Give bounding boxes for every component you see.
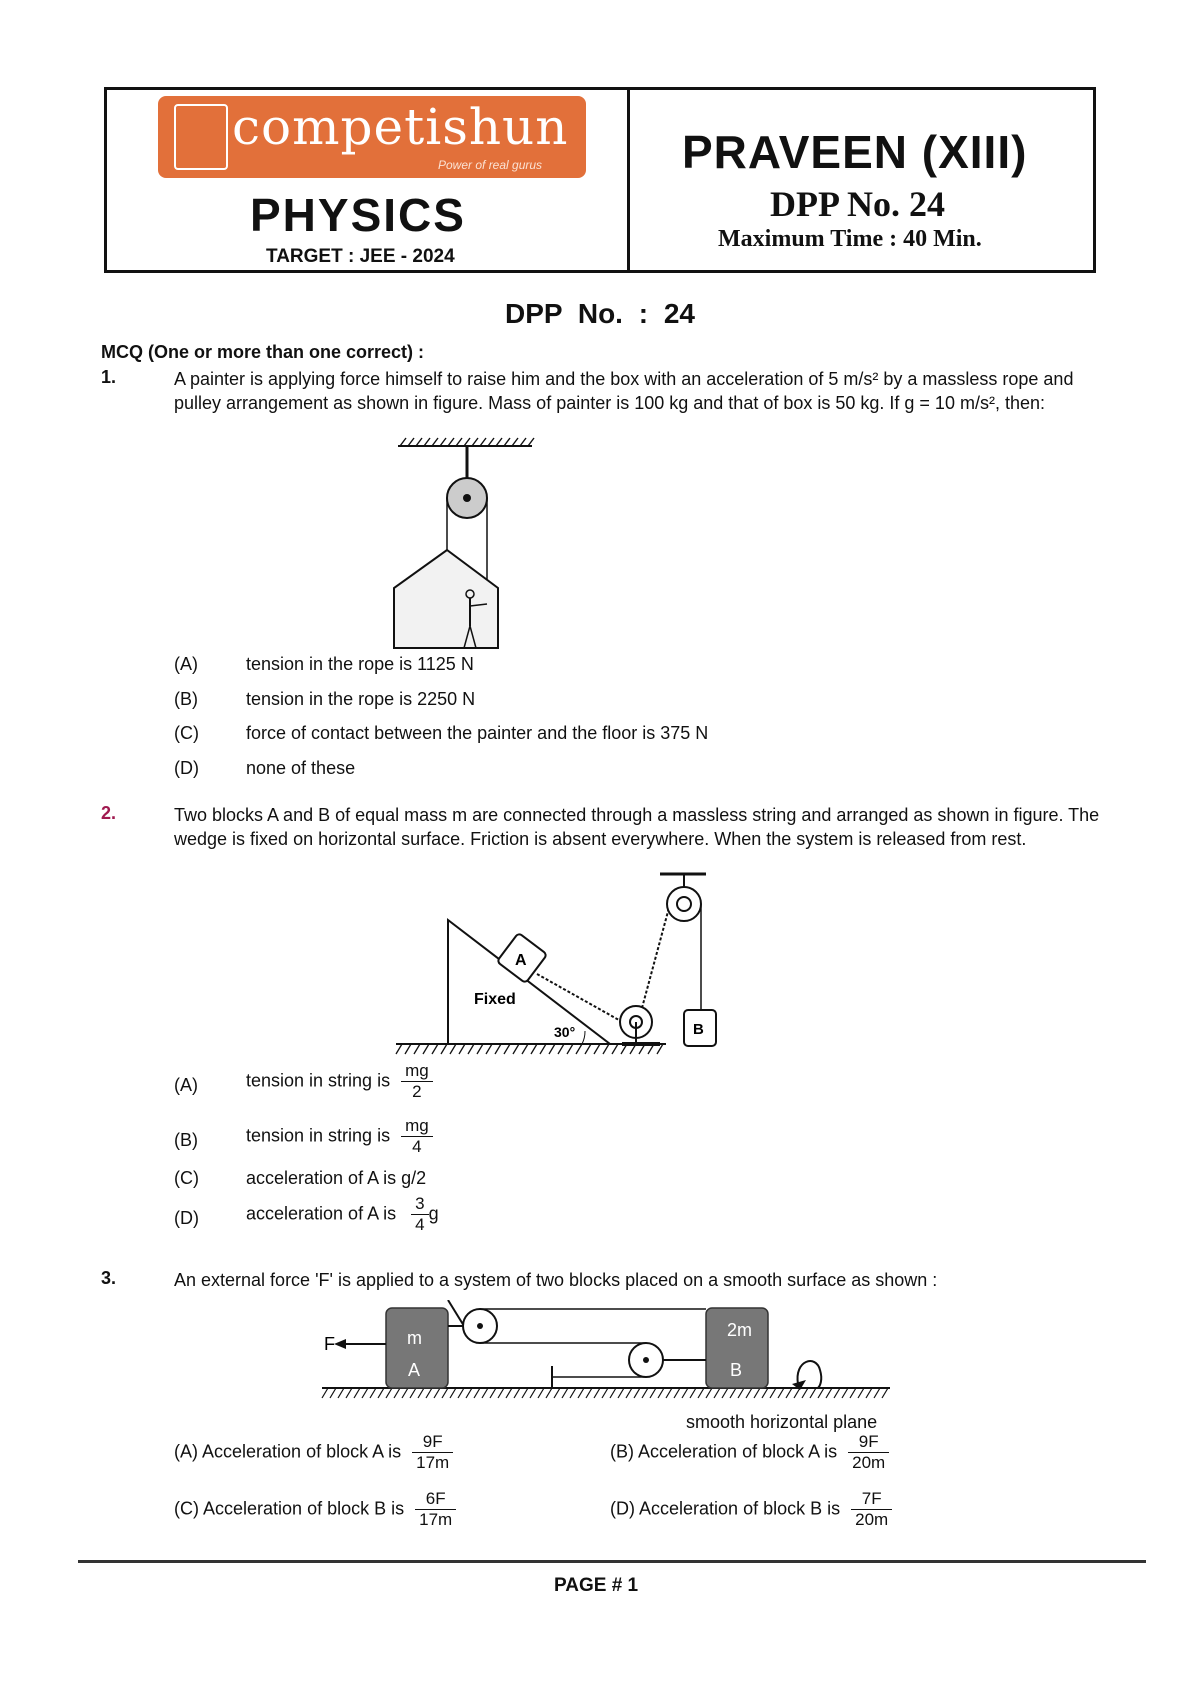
- ground-hatch: [858, 1388, 864, 1398]
- logo-tagline: Power of real gurus: [438, 158, 543, 172]
- q3-option-b-fraction: [848, 1432, 889, 1473]
- ground-hatch: [730, 1388, 736, 1398]
- ground-hatch: [810, 1388, 816, 1398]
- frac-num: 9F: [412, 1432, 453, 1453]
- frac-num: mg: [401, 1061, 433, 1082]
- ground-hatch: [498, 1388, 504, 1398]
- archer-icon: [174, 104, 228, 170]
- ground-hatch: [426, 1388, 432, 1398]
- q1-option-b-label: (B): [174, 689, 198, 709]
- mass-a: m: [407, 1328, 422, 1348]
- ground-hatch: [850, 1388, 856, 1398]
- frac-num: 7F: [851, 1489, 892, 1510]
- ground-hatch: [354, 1388, 360, 1398]
- ground-hatch: [802, 1388, 808, 1398]
- ground-hatch: [442, 1388, 448, 1398]
- ground-hatch: [834, 1388, 840, 1398]
- section-heading: MCQ (One or more than one correct) :: [101, 342, 425, 362]
- ground-hatch: [482, 1388, 488, 1398]
- ground-hatch: [506, 1388, 512, 1398]
- ground-hatch: [322, 1388, 328, 1398]
- q1-option-b[interactable]: tension in the rope is 2250 N: [246, 689, 476, 709]
- ground-hatch: [826, 1388, 832, 1398]
- q2-text: Two blocks A and B of equal mass m are connected through a massless string and arranged as shown in figure. The wedge is fixed on horizontal surface. Friction is absent everywhere. When the system is released from rest.: [174, 805, 1100, 849]
- ground-hatch: [576, 1044, 582, 1054]
- frac-num: 3: [411, 1194, 428, 1215]
- ground-hatch: [612, 1044, 618, 1054]
- q2-option-a-text: tension in string is: [246, 1070, 391, 1091]
- q2-option-c-label: (C): [174, 1168, 199, 1188]
- q3-option-c[interactable]: [174, 1489, 456, 1530]
- q3-option-c-text: Acceleration of block B is: [203, 1498, 405, 1519]
- q2-option-a[interactable]: [246, 1061, 433, 1102]
- ground-hatch: [414, 1044, 420, 1054]
- page-number: PAGE # 1: [554, 1575, 639, 1596]
- block-b-label: B: [693, 1021, 704, 1038]
- ground-hatch: [338, 1388, 344, 1398]
- logo-text: competishun: [232, 98, 569, 156]
- target-label: TARGET : JEE - 2024: [266, 246, 455, 267]
- ground-hatch: [434, 1388, 440, 1398]
- q3-option-a-fraction: [412, 1432, 453, 1473]
- q3-option-d[interactable]: [610, 1489, 892, 1530]
- frac-num: 9F: [848, 1432, 889, 1453]
- frac-den: 20m: [855, 1510, 889, 1529]
- ground-hatch: [477, 1044, 483, 1054]
- ground-hatch: [531, 1044, 537, 1054]
- ground-hatch: [490, 1388, 496, 1398]
- ground-hatch: [514, 1388, 520, 1398]
- ground-hatch: [882, 1388, 888, 1398]
- q3-option-b-text: Acceleration of block A is: [638, 1441, 838, 1462]
- ground-hatch: [567, 1044, 573, 1054]
- ground-hatch: [474, 1388, 480, 1398]
- ground-hatch: [450, 1388, 456, 1398]
- ground-hatch: [786, 1388, 792, 1398]
- ground-hatch: [362, 1388, 368, 1398]
- frac-den: 2: [412, 1082, 422, 1101]
- ground-hatch: [698, 1388, 704, 1398]
- ground-hatch: [486, 1044, 492, 1054]
- ground-hatch: [706, 1388, 712, 1398]
- ground-hatch: [554, 1388, 560, 1398]
- ground-hatch: [570, 1388, 576, 1398]
- ground-hatch: [495, 1044, 501, 1054]
- ground-hatch: [746, 1388, 752, 1398]
- ground-hatch: [458, 1388, 464, 1398]
- ground-hatch: [626, 1388, 632, 1398]
- ground-hatch: [522, 1044, 528, 1054]
- ground-hatch: [450, 1044, 456, 1054]
- q2-figure: [394, 868, 718, 1058]
- ground-hatch: [459, 1044, 465, 1054]
- ground-hatch: [394, 1388, 400, 1398]
- q3-option-d-text: Acceleration of block B is: [639, 1498, 841, 1519]
- q2-option-b[interactable]: [246, 1116, 433, 1157]
- q2-option-c[interactable]: acceleration of A is g/2: [246, 1168, 427, 1188]
- q3-text: An external force 'F' is applied to a system of two blocks placed on a smooth surface as shown :: [174, 1270, 938, 1290]
- ground-hatch: [466, 1388, 472, 1398]
- ground-hatch: [330, 1388, 336, 1398]
- q1-option-c[interactable]: force of contact between the painter and the floor is 375 N: [246, 723, 709, 743]
- subject-title: PHYSICS: [250, 189, 466, 241]
- q2-option-d-text: acceleration of A is: [246, 1203, 397, 1224]
- ground-hatch: [602, 1388, 608, 1398]
- ground-hatch: [468, 1044, 474, 1054]
- ground-hatch: [586, 1388, 592, 1398]
- q1-text: A painter is applying force himself to raise him and the box with an acceleration of 5 m/s² by a massless rope and pulley arrangement as shown in figure. Mass of painter is 100 kg and that of box is 50 kg. If g = 10 m/s², then:: [174, 369, 1074, 413]
- ground-hatch: [754, 1388, 760, 1398]
- ground-hatch: [762, 1388, 768, 1398]
- q3-number: 3.: [101, 1268, 117, 1288]
- ground-hatch: [690, 1388, 696, 1398]
- ground-hatch: [674, 1388, 680, 1398]
- angle-label: 30°: [554, 1024, 576, 1040]
- ground-hatch: [610, 1388, 616, 1398]
- ground-hatch: [682, 1388, 688, 1398]
- ground-hatch: [522, 1388, 528, 1398]
- q1-figure: [390, 436, 540, 652]
- q3-option-b-label: (B): [610, 1441, 634, 1462]
- ground-hatch: [642, 1388, 648, 1398]
- plane-label: smooth horizontal plane: [686, 1412, 878, 1432]
- dpp-number: DPP No. 24: [770, 184, 945, 224]
- ground-hatch: [423, 1044, 429, 1054]
- label-b: B: [730, 1360, 743, 1380]
- frac-den: 20m: [852, 1453, 886, 1472]
- ground-hatch: [402, 1388, 408, 1398]
- ground-hatch: [540, 1044, 546, 1054]
- q3-option-a-label: (A): [174, 1441, 198, 1462]
- frac-den: 4: [412, 1137, 422, 1156]
- page-title: DPP No. : 24: [505, 298, 695, 329]
- ground-hatch: [778, 1388, 784, 1398]
- ground-hatch: [594, 1044, 600, 1054]
- q2-option-b-text: tension in string is: [246, 1125, 391, 1146]
- ground-hatch: [549, 1044, 555, 1054]
- ground-hatch: [842, 1388, 848, 1398]
- header-divider: [627, 87, 630, 273]
- q2-option-d[interactable]: [246, 1194, 439, 1235]
- ground-hatch: [558, 1044, 564, 1054]
- ground-hatch: [441, 1044, 447, 1054]
- ground-hatch: [370, 1388, 376, 1398]
- ground-hatch: [346, 1388, 352, 1398]
- block-a-label: A: [515, 952, 527, 969]
- q3-option-a[interactable]: [174, 1432, 453, 1473]
- q2-number: 2.: [101, 803, 117, 823]
- ground-hatch: [874, 1388, 880, 1398]
- q2-option-a-label: (A): [174, 1075, 198, 1095]
- q3-figure: [320, 1300, 900, 1410]
- ground-hatch: [546, 1388, 552, 1398]
- ground-hatch: [738, 1388, 744, 1398]
- ground-hatch: [432, 1044, 438, 1054]
- ground-hatch: [405, 1044, 411, 1054]
- footer-rule: [78, 1560, 1146, 1563]
- mass-b: 2m: [727, 1320, 753, 1340]
- frac-num: 6F: [415, 1489, 456, 1510]
- fixed-label: Fixed: [474, 991, 516, 1008]
- q2-option-b-label: (B): [174, 1130, 198, 1150]
- ground-hatch: [504, 1044, 510, 1054]
- q1-option-a-label: (A): [174, 654, 198, 674]
- q2-option-d-suffix: g: [428, 1203, 439, 1224]
- max-time: Maximum Time : 40 Min.: [718, 226, 982, 252]
- q3-option-c-fraction: [415, 1489, 456, 1530]
- ground-hatch: [618, 1388, 624, 1398]
- ground-hatch: [794, 1388, 800, 1398]
- ground-hatch: [603, 1044, 609, 1054]
- ground-hatch: [418, 1388, 424, 1398]
- ground-hatch: [770, 1388, 776, 1398]
- ground-hatch: [658, 1388, 664, 1398]
- ground-hatch: [666, 1388, 672, 1398]
- frac-num: mg: [401, 1116, 433, 1137]
- ground-hatch: [722, 1388, 728, 1398]
- q3-option-d-label: (D): [610, 1498, 635, 1519]
- frac-den: 17m: [416, 1453, 450, 1472]
- q3-option-b[interactable]: [610, 1432, 889, 1473]
- q2-option-b-fraction: [401, 1116, 433, 1157]
- q1-option-d[interactable]: none of these: [246, 758, 356, 778]
- ground-hatch: [714, 1388, 720, 1398]
- q3-option-a-text: Acceleration of block A is: [202, 1441, 402, 1462]
- ground-hatch: [386, 1388, 392, 1398]
- force-label: F: [324, 1334, 335, 1354]
- batch-title: PRAVEEN (XIII): [682, 126, 1028, 178]
- frac-den: 17m: [419, 1510, 453, 1529]
- label-a: A: [408, 1360, 421, 1380]
- ground-hatch: [578, 1388, 584, 1398]
- ground-hatch: [513, 1044, 519, 1054]
- q1-option-d-label: (D): [174, 758, 199, 778]
- ground-hatch: [530, 1388, 536, 1398]
- q2-option-d-label: (D): [174, 1208, 199, 1228]
- ground-hatch: [866, 1388, 872, 1398]
- ground-hatch: [538, 1388, 544, 1398]
- ground-hatch: [634, 1388, 640, 1398]
- ground-hatch: [585, 1044, 591, 1054]
- q1-number: 1.: [101, 367, 117, 387]
- ground-hatch: [410, 1388, 416, 1398]
- frac-den: 4: [415, 1215, 425, 1234]
- ground-hatch: [562, 1388, 568, 1398]
- ground-hatch: [378, 1388, 384, 1398]
- q2-option-a-fraction: [401, 1061, 433, 1102]
- q3-option-c-label: (C): [174, 1498, 199, 1519]
- q2-option-d-fraction: [411, 1194, 428, 1235]
- ground-hatch: [818, 1388, 824, 1398]
- q1-option-c-label: (C): [174, 723, 199, 743]
- ground-hatch: [650, 1388, 656, 1398]
- q1-option-a[interactable]: tension in the rope is 1125 N: [246, 654, 474, 674]
- ground-hatch: [396, 1044, 402, 1054]
- q3-option-d-fraction: [851, 1489, 892, 1530]
- ground-hatch: [594, 1388, 600, 1398]
